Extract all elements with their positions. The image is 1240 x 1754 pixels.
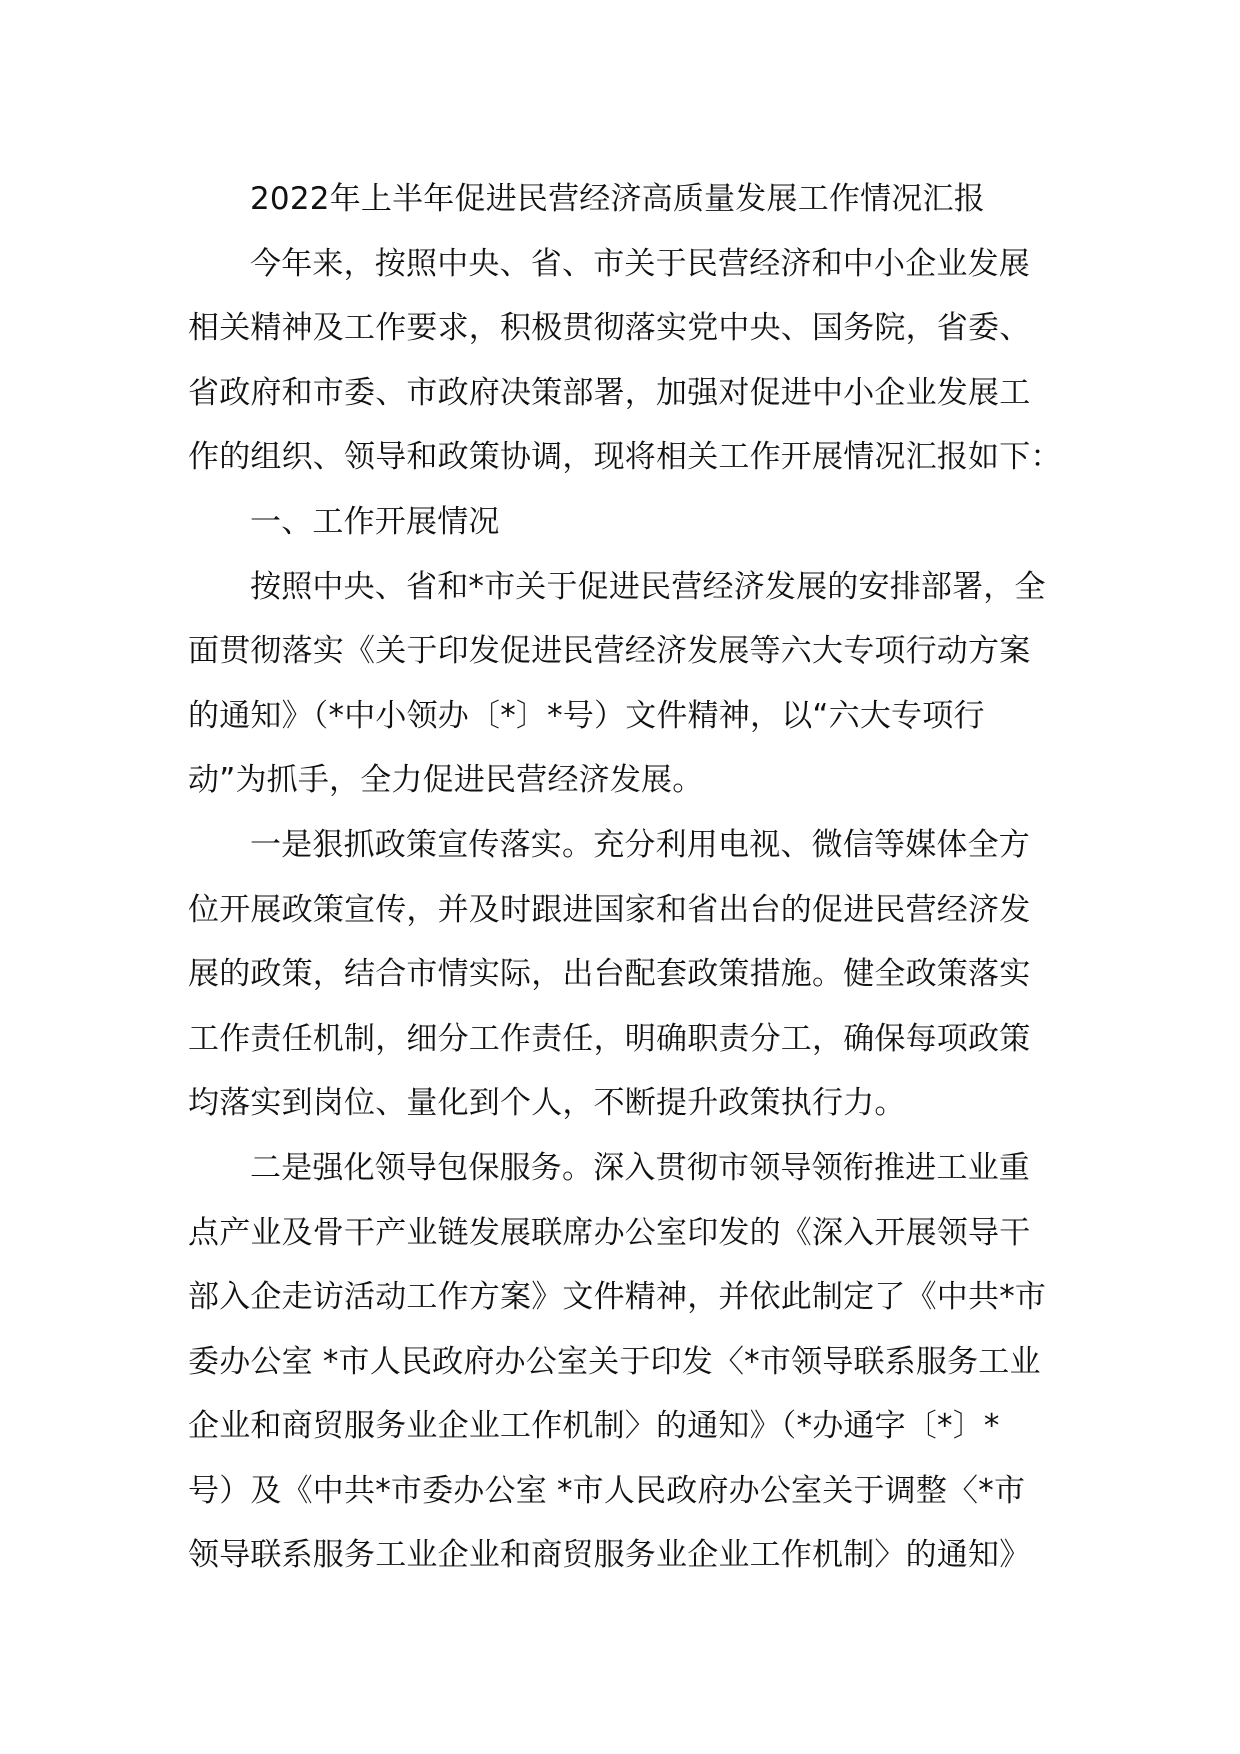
paragraph-line: 面贯彻落实《关于印发促进民营经济发展等六大专项行动方案	[188, 633, 1031, 670]
paragraph-line: 的通知》（*中小领办〔*〕*号）文件精神，以“六大专项行	[188, 697, 985, 734]
paragraph-line: 按照中央、省和*市关于促进民营经济发展的安排部署，全	[250, 568, 1046, 605]
paragraph-line: 展的政策，结合市情实际，出台配套政策措施。健全政策落实	[188, 956, 1031, 993]
paragraph-policy	[188, 813, 1060, 1136]
paragraph-line: 企业和商贸服务业企业工作机制〉的通知》（*办通字〔*〕*	[188, 1408, 1000, 1445]
section-heading	[188, 490, 1060, 555]
paragraph-line: 点产业及骨干产业链发展联席办公室印发的《深入开展领导干	[188, 1214, 1031, 1251]
document-body	[188, 167, 1060, 1588]
paragraph-line: 均落实到岗位、量化到个人，不断提升政策执行力。	[188, 1085, 906, 1122]
document-title: 2022年上半年促进民营经济高质量发展工作情况汇报	[250, 181, 985, 217]
paragraph-leadership	[188, 1136, 1060, 1588]
paragraph-intro	[188, 232, 1060, 490]
paragraph-line: 省政府和市委、市政府决策部署，加强对促进中小企业发展工	[188, 374, 1031, 411]
paragraph-line: 作的组织、领导和政策协调，现将相关工作开展情况汇报如下：	[188, 439, 1062, 476]
paragraph-line: 二是强化领导包保服务。深入贯彻市领导领衔推进工业重	[250, 1149, 1030, 1186]
paragraph-line: 部入企走访活动工作方案》文件精神，并依此制定了《中共*市	[188, 1279, 1047, 1316]
paragraph-line: 号）及《中共*市委办公室 *市人民政府办公室关于调整〈*市	[188, 1472, 1026, 1509]
paragraph-line: 委办公室 *市人民政府办公室关于印发〈*市领导联系服务工业	[188, 1343, 1041, 1380]
paragraph-line: 相关精神及工作要求，积极贯彻落实党中央、国务院，省委、	[188, 310, 1031, 347]
section-heading-text: 一、工作开展情况	[250, 503, 500, 540]
paragraph-line: 位开展政策宣传，并及时跟进国家和省出台的促进民营经济发	[188, 891, 1031, 928]
paragraph-line: 领导联系服务工业企业和商贸服务业企业工作机制〉的通知》	[188, 1537, 1031, 1574]
paragraph-line: 工作责任机制，细分工作责任，明确职责分工，确保每项政策	[188, 1020, 1031, 1057]
paragraph-line: 一是狠抓政策宣传落实。充分利用电视、微信等媒体全方	[250, 826, 1030, 863]
paragraph-overview	[188, 555, 1060, 813]
paragraph-line: 今年来，按照中央、省、市关于民营经济和中小企业发展	[250, 245, 1030, 282]
paragraph-line: 动”为抓手，全力促进民营经济发展。	[188, 762, 704, 799]
